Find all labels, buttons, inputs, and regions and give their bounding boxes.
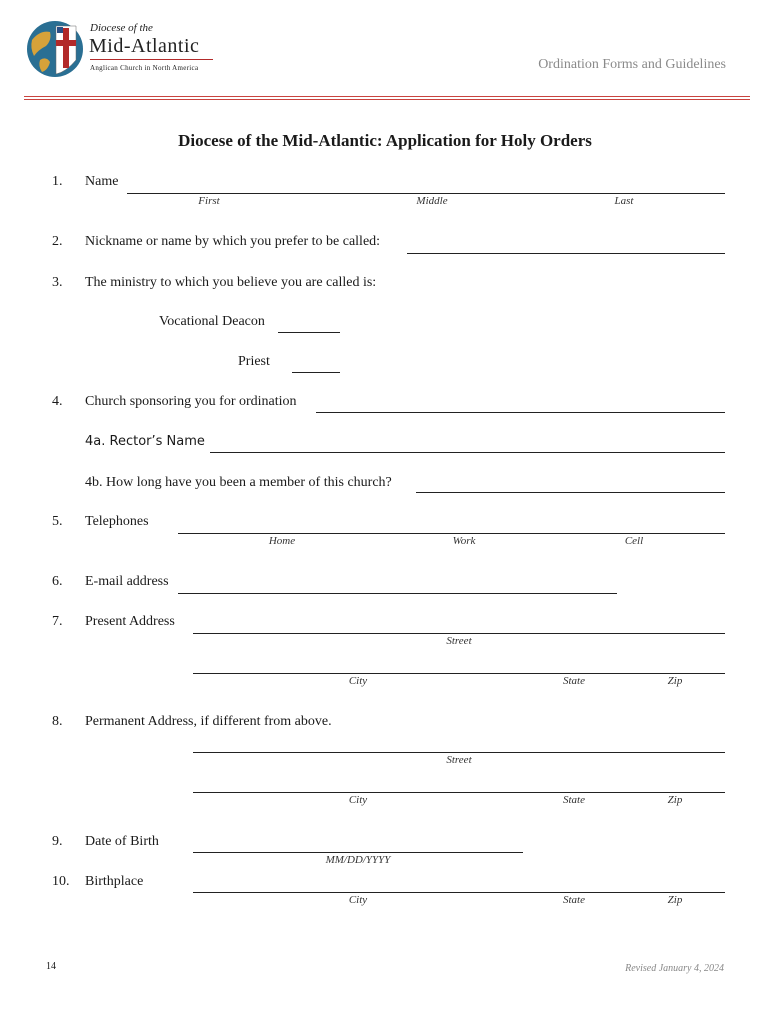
vocational-deacon-label: Vocational Deacon: [159, 314, 265, 329]
dob-format-sublabel: MM/DD/YYYY: [325, 854, 391, 866]
priest-field[interactable]: [292, 372, 340, 373]
work-sublabel: Work: [452, 535, 476, 547]
question-number: 9.: [52, 834, 63, 849]
city-sublabel: City: [348, 675, 368, 687]
logo-rule: [90, 59, 213, 60]
header-rule: [24, 99, 750, 100]
name-field[interactable]: [127, 193, 725, 194]
telephones-field[interactable]: [178, 533, 725, 534]
question-number: 1.: [52, 174, 63, 189]
page-number: 14: [46, 961, 56, 972]
church-label: Church sponsoring you for ordination: [85, 394, 297, 409]
membership-length-label: 4b. How long have you been a member of this church?: [85, 475, 392, 490]
last-sublabel: Last: [614, 195, 634, 207]
present-city-field[interactable]: [193, 673, 725, 674]
vocational-deacon-field[interactable]: [278, 332, 340, 333]
question-number: 5.: [52, 514, 63, 529]
logo-line3: Anglican Church in North America: [90, 64, 199, 72]
diocese-logo-icon: [26, 20, 84, 78]
cell-sublabel: Cell: [624, 535, 644, 547]
question-number: 10.: [52, 874, 70, 889]
ministry-label: The ministry to which you believe you are called is:: [85, 275, 377, 290]
zip-sublabel: Zip: [667, 794, 683, 806]
question-number: 3.: [52, 275, 63, 290]
header-rule: [24, 96, 750, 97]
rector-name-field[interactable]: [210, 452, 725, 453]
name-label: Name: [85, 174, 119, 189]
priest-label: Priest: [238, 354, 270, 369]
nickname-label: Nickname or name by which you prefer to be called:: [85, 234, 381, 249]
birthplace-label: Birthplace: [85, 874, 144, 889]
nickname-field[interactable]: [407, 253, 725, 254]
zip-sublabel: Zip: [667, 894, 683, 906]
header-title: Ordination Forms and Guidelines: [538, 57, 726, 72]
telephones-label: Telephones: [85, 514, 149, 529]
logo-line1: Diocese of the: [90, 22, 153, 34]
dob-label: Date of Birth: [85, 834, 159, 849]
state-sublabel: State: [563, 794, 585, 806]
birthplace-field[interactable]: [193, 892, 725, 893]
city-sublabel: City: [348, 794, 368, 806]
membership-length-field[interactable]: [416, 492, 725, 493]
permanent-street-field[interactable]: [193, 752, 725, 753]
first-sublabel: First: [198, 195, 220, 207]
form-title: Diocese of the Mid-Atlantic: Application for Holy Orders: [178, 131, 592, 150]
state-sublabel: State: [563, 894, 585, 906]
home-sublabel: Home: [268, 535, 296, 547]
present-address-label: Present Address: [85, 614, 175, 629]
question-number: 8.: [52, 714, 63, 729]
rector-name-label: 4a. Rector’s Name: [85, 434, 205, 449]
email-field[interactable]: [178, 593, 617, 594]
permanent-address-label: Permanent Address, if different from above.: [85, 714, 332, 729]
church-field[interactable]: [316, 412, 725, 413]
street-sublabel: Street: [446, 754, 472, 766]
zip-sublabel: Zip: [667, 675, 683, 687]
question-number: 2.: [52, 234, 63, 249]
street-sublabel: Street: [446, 635, 472, 647]
question-number: 6.: [52, 574, 63, 589]
question-number: 7.: [52, 614, 63, 629]
revised-date: Revised January 4, 2024: [625, 963, 724, 974]
question-number: 4.: [52, 394, 63, 409]
present-street-field[interactable]: [193, 633, 725, 634]
dob-field[interactable]: [193, 852, 523, 853]
city-sublabel: City: [348, 894, 368, 906]
state-sublabel: State: [563, 675, 585, 687]
logo-line2: Mid-Atlantic: [89, 35, 200, 57]
email-label: E-mail address: [85, 574, 169, 589]
permanent-city-field[interactable]: [193, 792, 725, 793]
middle-sublabel: Middle: [416, 195, 448, 207]
